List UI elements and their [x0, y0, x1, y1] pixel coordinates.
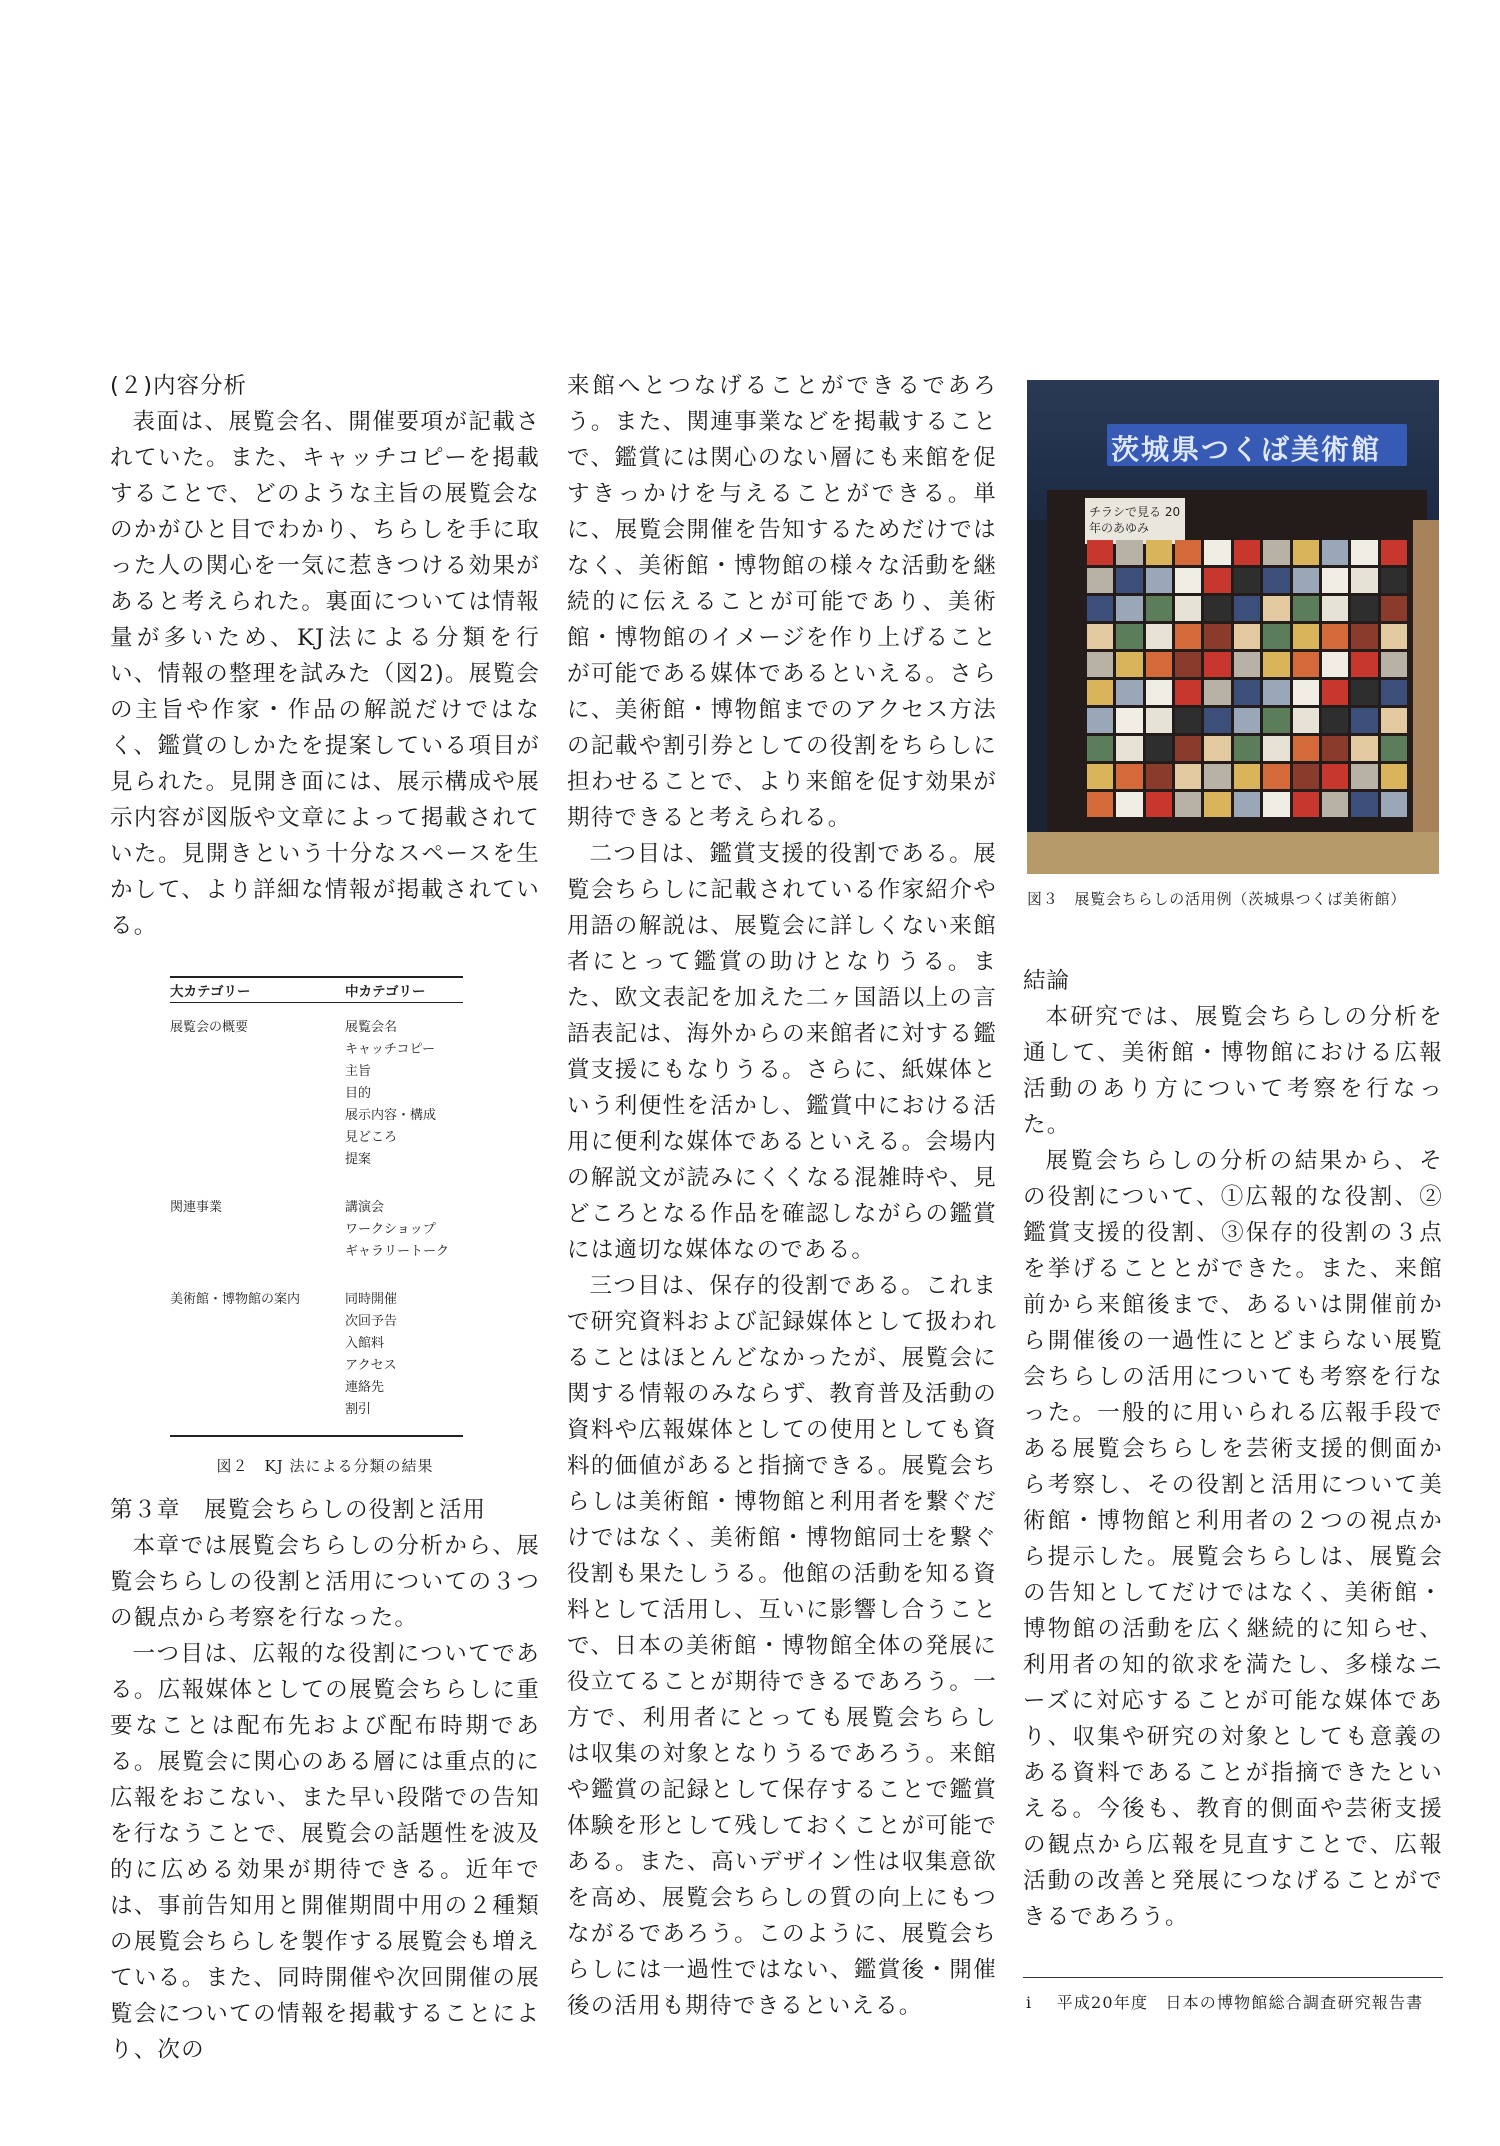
- flyer-tile: [1175, 736, 1201, 761]
- flyer-tile: [1087, 652, 1113, 677]
- paragraph: 展覧会ちらしの分析の結果から、その役割について、①広報的な役割、②鑑賞支援的役割、③保存的役割の３点を挙げることとができた。また、来館前から来館後まで、あるいは開催前から開催後の一過性にとどまらない展覧会ちらしの活用についても考察を行なった。一般的に用いられる広報手段である展覧会ちらしを芸術支援的側面から考察し、その役割と活用について美術館・博物館と利用者の２つの視点から提示した。展覧会ちらしは、展覧会の告知としてだけではなく、美術館・博物館の活動を広く継続的に知らせ、利用者の知的欲求を満たし、多様なニーズに対応することが可能な媒体であり、収集や研究の対象としても意義のある資料であることが指摘できたといえる。今後も、教育的側面や芸術支援の観点から広報を見直すことで、広報活動の改善と発展につなげることができるであろう。: [1023, 1148, 1443, 1930]
- flyer-tile: [1263, 792, 1289, 817]
- page-number: i: [1026, 1993, 1033, 2012]
- paragraph: 本章では展覧会ちらしの分析から、展覧会ちらしの役割と活用についての３つの観点から考察を行なった。: [110, 1533, 540, 1631]
- flyer-tile: [1146, 596, 1172, 621]
- group-item: 見どころ: [345, 1130, 398, 1145]
- flyer-tile: [1146, 652, 1172, 677]
- flyer-tile: [1175, 568, 1201, 593]
- paragraph: 本研究では、展覧会ちらしの分析を通して、美術館・博物館における広報活動のあり方について考察を行なった。: [1023, 1004, 1443, 1138]
- flyer-tile: [1175, 624, 1201, 649]
- flyer-tile: [1116, 708, 1142, 733]
- flyer-tile: [1234, 624, 1260, 649]
- flyer-tile: [1146, 680, 1172, 705]
- figure3-photo: [1027, 380, 1439, 874]
- flyer-tile: [1116, 764, 1142, 789]
- flyer-tile: [1351, 736, 1377, 761]
- flyer-tile: [1351, 568, 1377, 593]
- group-item: 提案: [345, 1152, 372, 1167]
- figure3-caption: 図３ 展覧会ちらしの活用例（茨城県つくば美術館）: [1027, 890, 1407, 908]
- flyer-tile: [1116, 652, 1142, 677]
- paragraph: 表面は、展覧会名、開催要項が記載されていた。また、キャッチコピーを掲載することで、どのような主旨の展覧会なのかがひと目でわかり、ちらしを手に取った人の関心を一気に惹きつける効果があると考えられた。裏面については情報量が多いため、KJ法による分類を行い、情報の整理を試みた（図2)。展覧会の主旨や作家・作品の解説だけではなく、鑑賞のしかたを提案している項目が見られた。見開き面には、展示構成や展示内容が図版や文章によって掲載されていた。見開きという十分なスペースを生かして、より詳細な情報が掲載されている。: [110, 409, 540, 939]
- footer-rule: [1023, 1977, 1443, 1978]
- flyer-tile: [1263, 540, 1289, 565]
- flyer-tile: [1087, 764, 1113, 789]
- flyer-tile: [1146, 568, 1172, 593]
- flyer-tile: [1381, 568, 1407, 593]
- flyer-tile: [1322, 764, 1348, 789]
- flyer-tile: [1293, 540, 1319, 565]
- section-heading: (２)内容分析: [110, 373, 248, 399]
- report-title: 平成20年度 日本の博物館総合調査研究報告書: [1056, 1993, 1424, 2012]
- group-item: 展覧会名: [345, 1020, 398, 1035]
- flyer-tile: [1116, 540, 1142, 565]
- flyer-tile: [1263, 764, 1289, 789]
- flyer-tile: [1146, 540, 1172, 565]
- flyer-tile: [1146, 736, 1172, 761]
- flyer-tile: [1381, 792, 1407, 817]
- flyer-tile: [1087, 540, 1113, 565]
- flyer-tile: [1234, 680, 1260, 705]
- column-left: [110, 368, 540, 2068]
- conclusion-heading: 結論: [1023, 968, 1071, 994]
- flyer-tile: [1204, 540, 1230, 565]
- table-group: [170, 1289, 463, 1421]
- flyer-tile: [1146, 624, 1172, 649]
- table-rule: [170, 1435, 463, 1437]
- flyer-tile: [1293, 680, 1319, 705]
- flyer-tile: [1175, 540, 1201, 565]
- group-item: 目的: [345, 1086, 372, 1101]
- flyer-tile: [1116, 792, 1142, 817]
- flyer-tile: [1204, 596, 1230, 621]
- flyer-tile: [1234, 540, 1260, 565]
- table-group: [170, 1017, 463, 1171]
- flyer-tile: [1351, 540, 1377, 565]
- group-item: 主旨: [345, 1064, 372, 1079]
- group-category: 美術館・博物館の案内: [170, 1292, 301, 1307]
- flyer-tile: [1263, 568, 1289, 593]
- group-item: キャッチコピー: [345, 1042, 435, 1057]
- flyer-tile: [1293, 624, 1319, 649]
- flyer-tile: [1263, 680, 1289, 705]
- flyer-tile: [1204, 792, 1230, 817]
- flyer-tile: [1381, 596, 1407, 621]
- flyer-tile: [1381, 764, 1407, 789]
- flyer-tile: [1381, 652, 1407, 677]
- flyer-tile: [1234, 792, 1260, 817]
- flyer-tile: [1087, 708, 1113, 733]
- flyer-tile: [1204, 624, 1230, 649]
- group-item: 入館料: [345, 1336, 385, 1351]
- flyer-tile: [1146, 764, 1172, 789]
- flyer-tile: [1087, 624, 1113, 649]
- flyer-tile: [1351, 764, 1377, 789]
- flyer-tile: [1263, 736, 1289, 761]
- group-item: 展示内容・構成: [345, 1108, 437, 1123]
- header-minor-category: 中カテゴリー: [345, 984, 426, 1000]
- flyer-tile: [1234, 596, 1260, 621]
- museum-sign-text: 茨城県つくば美術館: [1111, 433, 1382, 466]
- flyer-tile: [1146, 708, 1172, 733]
- column-middle: [567, 368, 1021, 2024]
- flyer-tile: [1116, 680, 1142, 705]
- group-item: アクセス: [345, 1358, 397, 1373]
- header-major-category: 大カテゴリー: [170, 984, 251, 1000]
- flyer-tile: [1293, 652, 1319, 677]
- flyer-tile: [1175, 764, 1201, 789]
- flyer-tile: [1175, 708, 1201, 733]
- group-category: 関連事業: [170, 1200, 223, 1215]
- flyer-tile: [1116, 624, 1142, 649]
- flyer-tile: [1175, 652, 1201, 677]
- flyer-tile: [1381, 624, 1407, 649]
- flyer-tile: [1293, 568, 1319, 593]
- flyer-tile: [1381, 708, 1407, 733]
- table-header: [170, 978, 463, 1002]
- flyer-tile: [1087, 568, 1113, 593]
- flyer-tile: [1175, 792, 1201, 817]
- flyer-tile: [1234, 568, 1260, 593]
- flyer-tile: [1322, 652, 1348, 677]
- flyer-tile: [1351, 596, 1377, 621]
- paragraph: 一つ目は、広報的な役割についてである。広報媒体としての展覧会ちらしに重要なことは配布先および配布時期である。展覧会に関心のある層には重点的に広報をおこない、また早い段階での告知を行なうことで、展覧会の話題性を波及的に広める効果が期待できる。近年では、事前告知用と開催期間中用の２種類の展覧会ちらしを製作する展覧会も増えている。また、同時開催や次回開催の展覧会についての情報を掲載することにより、次の: [110, 1641, 540, 2063]
- paragraph: 来館へとつなげることができるであろう。また、関連事業などを掲載することで、鑑賞には関心のない層にも来館を促すきっかけを与えることができる。単に、展覧会開催を告知するためだけではなく、美術館・博物館の様々な活動を継続的に伝えることが可能であり、美術館・博物館のイメージを作り上げることが可能である媒体であるといえる。さらに、美術館・博物館までのアクセス方法の記載や割引券としての役割をちらしに担わせることで、より来館を促す効果が期待できると考えられる。: [567, 373, 997, 831]
- group-item: 講演会: [345, 1200, 385, 1215]
- flyer-tile: [1322, 680, 1348, 705]
- flyer-tile: [1381, 736, 1407, 761]
- flyer-tile: [1351, 708, 1377, 733]
- flyer-tile: [1234, 708, 1260, 733]
- flyer-tile: [1116, 568, 1142, 593]
- flyer-tile: [1087, 596, 1113, 621]
- flyer-tile: [1204, 764, 1230, 789]
- group-category: 展覧会の概要: [170, 1020, 249, 1035]
- flyer-tile: [1351, 624, 1377, 649]
- column-right: [1023, 380, 1443, 1935]
- flyer-tile: [1381, 540, 1407, 565]
- flyer-tile: [1263, 652, 1289, 677]
- flyer-tile: [1351, 680, 1377, 705]
- paragraph: 三つ目は、保存的役割である。これまで研究資料および記録媒体として扱われることはほとんどなかったが、展覧会に関する情報のみならず、教育普及活動の資料や広報媒体としての使用としても資料的価値があると指摘できる。展覧会ちらしは美術館・博物館と利用者を繋ぐだけではなく、美術館・博物館同士を繋ぐ役割も果たしうる。他館の活動を知る資料として活用し、互いに影響し合うことで、日本の美術館・博物館全体の発展に役立てることが期待できるであろう。一方で、利用者にとっても展覧会ちらし は収集の対象となりうるであろう。来館や鑑賞の記録として保存することで鑑賞体験を形として残しておくことが可能である。また、高いデザイン性は収集意欲を高め、展覧会ちらしの質の向上にもつながるであろう。このように、展覧会ちらしには一過性ではない、鑑賞後・開催後の活用も期待できるといえる。: [567, 1273, 1021, 2019]
- group-item: ワークショップ: [345, 1222, 436, 1237]
- flyer-tile: [1322, 540, 1348, 565]
- flyer-tile: [1146, 792, 1172, 817]
- flyer-tile: [1322, 736, 1348, 761]
- flyer-tile: [1204, 680, 1230, 705]
- figure2-caption: 図２ KJ 法による分類の結果: [216, 1457, 434, 1475]
- flyer-tile: [1293, 792, 1319, 817]
- flyer-tile: [1234, 736, 1260, 761]
- flyer-tile: [1204, 708, 1230, 733]
- flyer-tile: [1234, 652, 1260, 677]
- flyer-tile: [1087, 792, 1113, 817]
- flyer-tile: [1263, 596, 1289, 621]
- flyer-tile: [1087, 736, 1113, 761]
- flyer-tile: [1175, 596, 1201, 621]
- chapter-heading: 第３章 展覧会ちらしの役割と活用: [110, 1497, 487, 1523]
- group-item: 同時開催: [345, 1292, 398, 1307]
- flyer-tile: [1293, 736, 1319, 761]
- page-footer: [1026, 1990, 1423, 2013]
- table-rule: [170, 1002, 463, 1003]
- flyer-tile: [1263, 708, 1289, 733]
- flyer-tile: [1234, 764, 1260, 789]
- figure-kj-table: [170, 976, 463, 1437]
- flyer-tile: [1293, 764, 1319, 789]
- flyer-tile: [1322, 568, 1348, 593]
- flyer-tile: [1116, 596, 1142, 621]
- group-item: 次回予告: [345, 1314, 398, 1329]
- flyer-tile: [1293, 596, 1319, 621]
- flyer-tile: [1204, 652, 1230, 677]
- flyer-tile: [1263, 624, 1289, 649]
- banner-text: チラシで見る 20年のあゆみ: [1089, 505, 1181, 535]
- flyer-tile: [1381, 680, 1407, 705]
- paragraph: 二つ目は、鑑賞支援的役割である。展覧会ちらしに記載されている作家紹介や用語の解説は、展覧会に詳しくない来館者にとって鑑賞の助けとなりうる。また、欧文表記を加えた二ヶ国語以上の言語表記は、海外からの来館者に対する鑑賞支援にもなりうる。さらに、紙媒体という利便性を活かし、鑑賞中における活用に便利な媒体であるといえる。会場内の解説文が読みにくくなる混雑時や、見どころとなる作品を確認しながらの鑑賞には適切な媒体なのである。: [567, 841, 997, 1263]
- flyer-tile: [1322, 708, 1348, 733]
- flyer-tile: [1175, 680, 1201, 705]
- flyer-tile: [1087, 680, 1113, 705]
- flyer-tile: [1351, 652, 1377, 677]
- flyer-grid: [1087, 540, 1407, 820]
- group-item: 連絡先: [345, 1380, 385, 1395]
- flyer-tile: [1293, 708, 1319, 733]
- group-item: 割引: [345, 1402, 372, 1417]
- flyer-tile: [1351, 792, 1377, 817]
- flyer-tile: [1204, 736, 1230, 761]
- flyer-tile: [1322, 624, 1348, 649]
- table-group: [170, 1197, 463, 1263]
- flyer-tile: [1116, 736, 1142, 761]
- flyer-tile: [1204, 568, 1230, 593]
- flyer-tile: [1322, 792, 1348, 817]
- group-item: ギャラリートーク: [345, 1244, 450, 1259]
- flyer-tile: [1322, 596, 1348, 621]
